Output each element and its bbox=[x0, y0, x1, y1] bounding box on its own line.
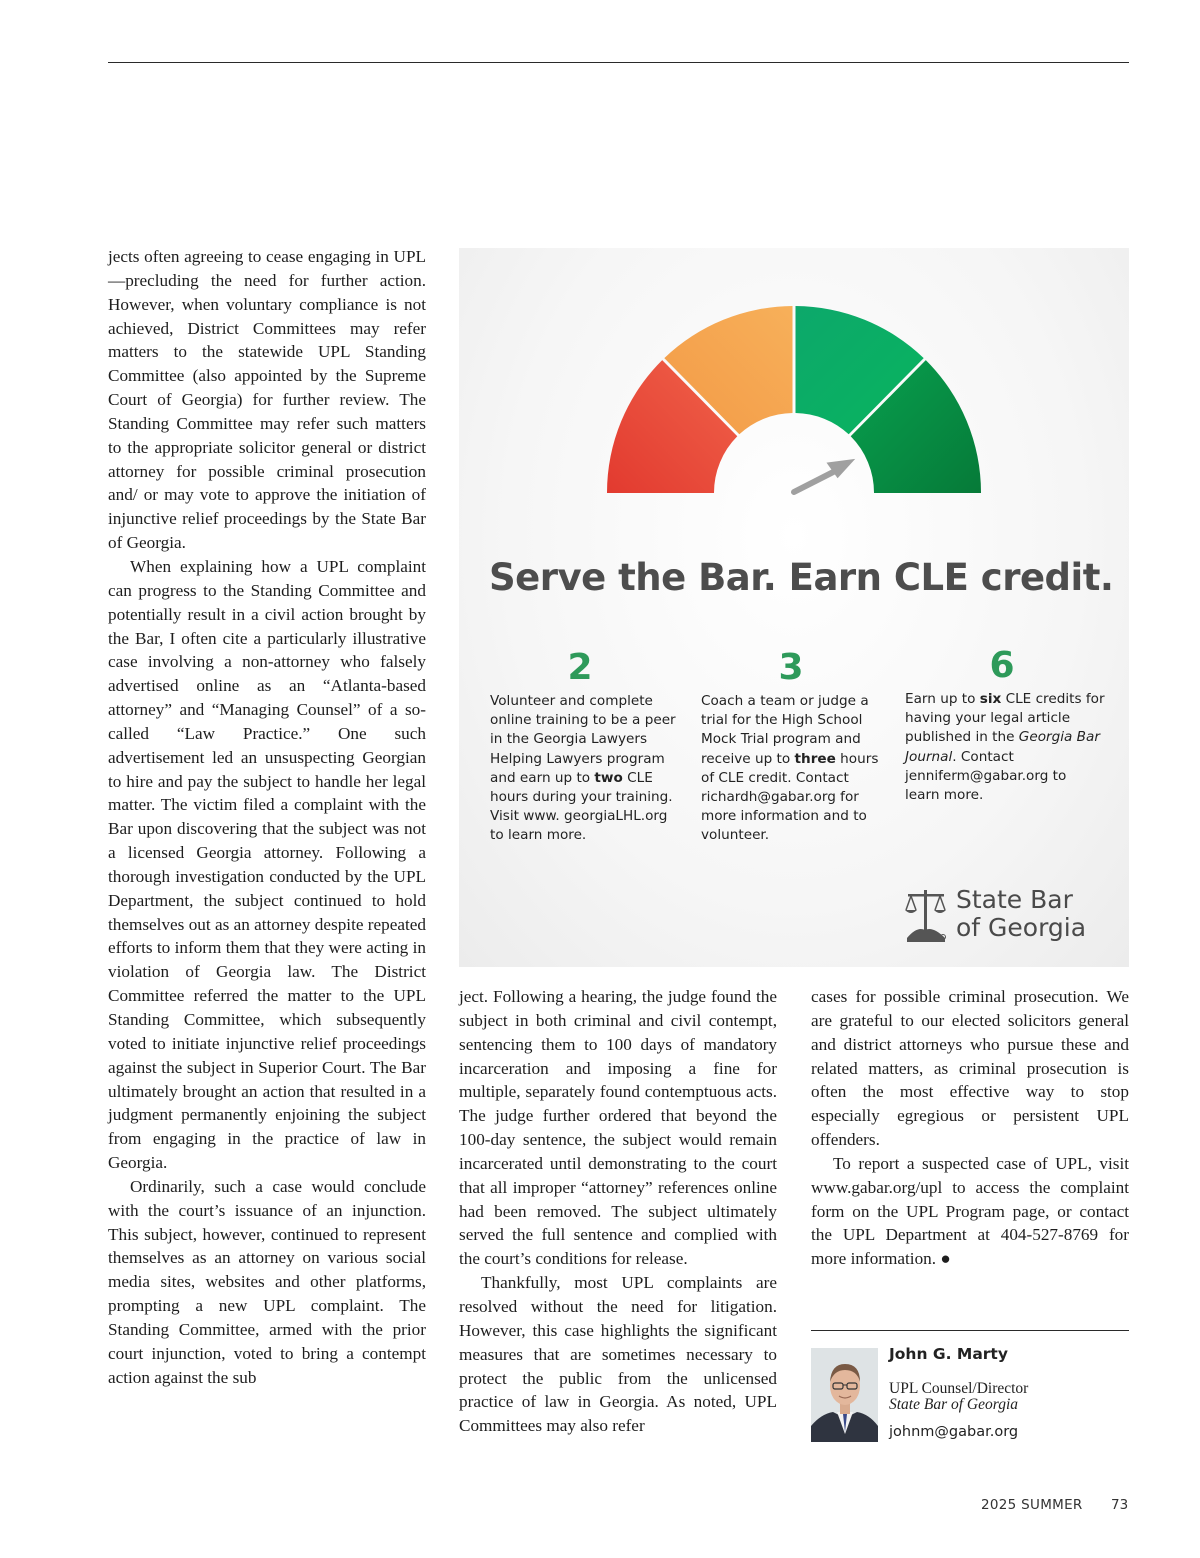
credit-item-three-hours bbox=[701, 648, 891, 846]
credit-bold: two bbox=[594, 769, 623, 786]
credit-item-six-credits bbox=[905, 646, 1105, 805]
author-name: John G. Marty bbox=[889, 1345, 1008, 1363]
author-organization: State Bar of Georgia bbox=[889, 1396, 1019, 1413]
page-number: 73 bbox=[1111, 1497, 1129, 1513]
article-column-right bbox=[811, 985, 1129, 1271]
top-rule bbox=[108, 62, 1129, 63]
credit-bold: six bbox=[979, 691, 1002, 707]
journal-title: Georgia Bar Journal bbox=[905, 729, 1100, 765]
article-column-middle bbox=[459, 985, 777, 1438]
credit-text: Earn up to bbox=[905, 691, 980, 707]
author-title: UPL Counsel/Director bbox=[889, 1380, 1029, 1397]
article-paragraph: ject. Following a hearing, the judge found the subject in both criminal and civil contempt, sentencing them to 100 days of mandatory incarceration and imposing a fine for multiple, separately found contemptuous acts. The judge further ordered that beyond the 100-day sentence, the subject would remain incarcerated until demonstrating to the court that all improper “attorney” references online had been removed. The subject ultimately served the full sentence and complied with the court’s conditions for release. bbox=[459, 987, 777, 1269]
credit-text: hours of CLE credit. Contact richardh@gabar.org for more information and to volunteer. bbox=[701, 750, 879, 844]
credit-number: 2 bbox=[567, 647, 593, 688]
article-paragraph: Thankfully, most UPL complaints are resolved without the need for litigation. However, this case highlights the significant measures that are sometimes necessary to protect the public from the unlicensed practice of law in Georgia. As noted, UPL Committees may also refer bbox=[459, 1273, 777, 1436]
gauge-graphic bbox=[459, 248, 1129, 508]
ad-headline: Serve the Bar. Earn CLE credit. bbox=[489, 556, 1114, 599]
gauge-needle bbox=[791, 459, 859, 492]
logo-line-2: of Georgia bbox=[956, 913, 1087, 942]
credit-text: . Contact jenniferm@gabar.org to learn more. bbox=[905, 748, 1067, 804]
state-bar-logo bbox=[903, 886, 1113, 946]
credit-item-two-hours bbox=[490, 648, 680, 846]
article-paragraph: jects often agreeing to cease engaging in UPL—precluding the need for further action. However, when voluntary compliance is not achieved, District Committees may refer matters to the statewide UPL Standing Committee (also appointed by the Supreme Court of Georgia) for further review. The Standing Committee may refer such matters to the appropriate solicitor general or district attorney for possible criminal prosecution and/ or may vote to approve the initiation of injunctive relief proceedings by the State Bar of Georgia. bbox=[108, 247, 426, 553]
credit-text: CLE hours during your training. Visit www. georgiaLHL.org to learn more. bbox=[490, 769, 673, 844]
credit-text: Volunteer and complete online training to be a peer in the Georgia Lawyers Helping Lawyers program and earn up to bbox=[490, 693, 676, 786]
scales-of-justice-icon bbox=[903, 888, 949, 944]
credit-number: 6 bbox=[989, 645, 1015, 686]
article-column-left bbox=[108, 245, 426, 1390]
cle-advertisement bbox=[459, 248, 1129, 967]
article-paragraph: When explaining how a UPL complaint can progress to the Standing Committee and potentially result in a civil action brought by the Bar, I often cite a particularly illustrative case involving a non-attorney who falsely advertised online as an “Atlanta-based attorney” and “Managing Counsel” of a so-called “Law Practice.” One such advertisement led an unsuspecting Georgian to hire and pay the subject to handle her legal matter. The victim filed a complaint with the Bar upon discovering that the subject was not a licensed Georgia attorney. Following a thorough investigation conducted by the UPL Department, the subject continued to hold themselves out as an attorney despite repeated efforts to inform them that they were acting in violation of Georgia law. The District Committee referred the matter to the UPL Standing Committee, which subsequently voted to initiate injunctive relief proceedings against the subject in Superior Court. The Bar ultimately brought an action that resulted in a judgment permanently enjoining the subject from engaging in the practice of law in Georgia. bbox=[108, 556, 426, 1173]
author-email: johnm@gabar.org bbox=[889, 1424, 1019, 1440]
author-divider bbox=[811, 1330, 1129, 1331]
credit-text: Coach a team or judge a trial for the High School Mock Trial program and receive up to bbox=[701, 693, 869, 767]
article-paragraph: cases for possible criminal prosecution. We are grateful to our elected solicitors general and district attorneys who pursue these and related matters, as criminal prosecution is often the most effective way to stop especially egregious or persistent UPL offenders. bbox=[811, 987, 1129, 1150]
logo-text bbox=[956, 886, 1086, 942]
issue-label: 2025 SUMMER bbox=[981, 1497, 1083, 1513]
author-photo bbox=[811, 1348, 878, 1442]
credit-bold: three bbox=[794, 750, 836, 767]
article-paragraph: Ordinarily, such a case would conclude with the court’s issuance of an injunction. This subject, however, continued to represent themselves as an attorney on various social media sites, websites and other platforms, prompting a new UPL complaint. The Standing Committee, armed with the prior court injunction, voted to bring a contempt action against the sub bbox=[108, 1176, 426, 1387]
credit-text: CLE credits for having your legal article published in the bbox=[905, 691, 1105, 746]
credit-number: 3 bbox=[778, 647, 804, 688]
logo-line-1: State Bar bbox=[956, 885, 1073, 914]
article-paragraph: To report a suspected case of UPL, visit www.gabar.org/upl to access the complaint form on the UPL Program page, or contact the UPL Department at 404-527-8769 for more information. ● bbox=[811, 1153, 1129, 1269]
